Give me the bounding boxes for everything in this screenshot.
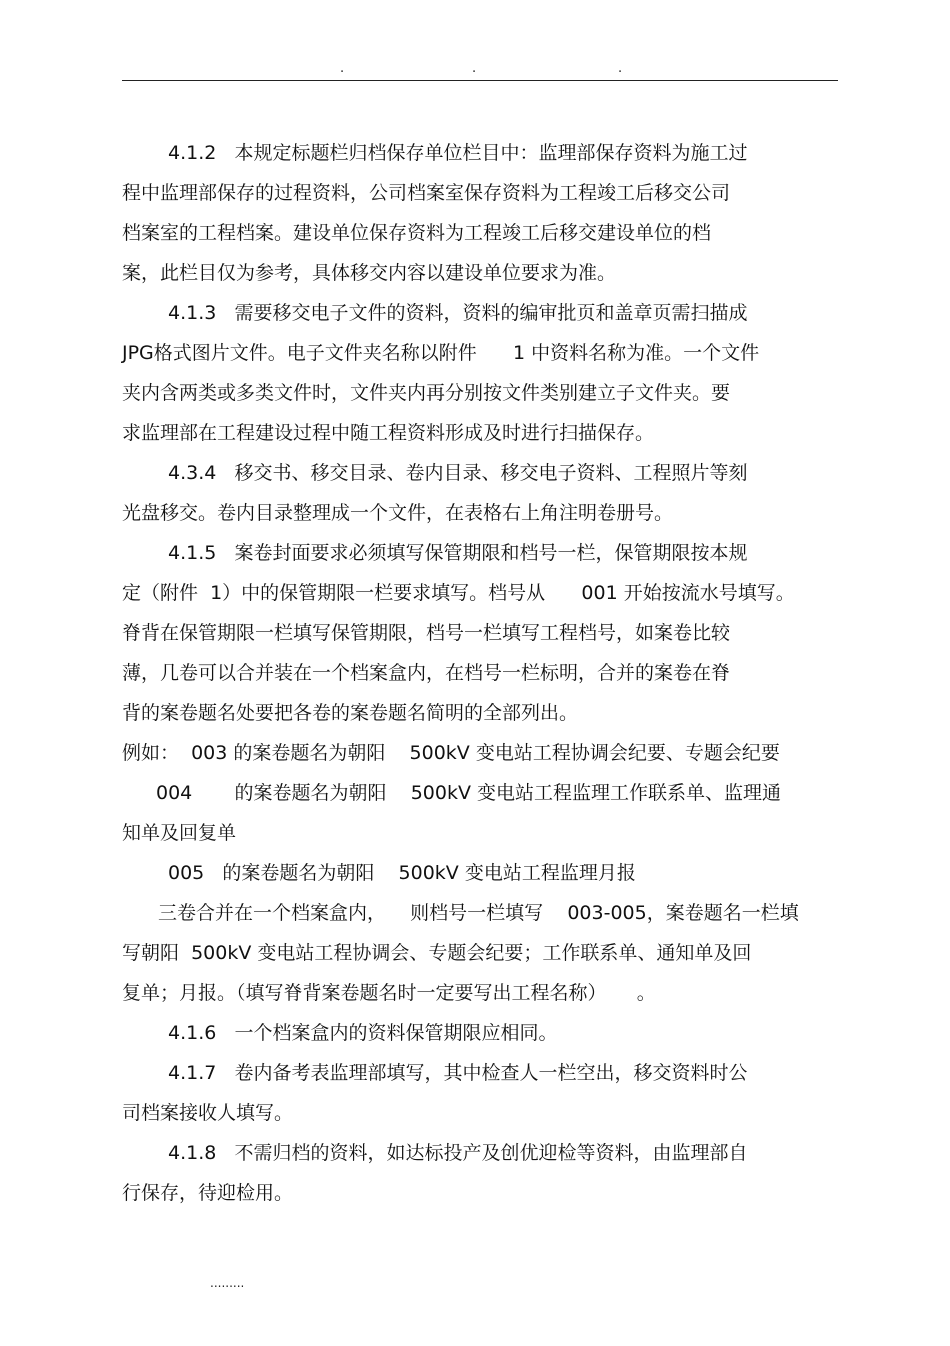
text-line: 背的案卷题名处要把各卷的案卷题名简明的全部列出。 [122,702,579,724]
text-line: 光盘移交。卷内目录整理成一个文件，在表格右上角注明卷册号。 [122,502,674,524]
text-line: 三卷合并在一个档案盒内， 则档号一栏填写 003-005，案卷题名一栏填 [158,902,799,924]
text-line: 写朝阳 500kV 变电站工程协调会、专题会纪要；工作联系单、通知单及回 [122,942,752,964]
text-line: 司档案接收人填写。 [122,1102,294,1124]
text-line: 4.1.2 本规定标题栏归档保存单位栏目中：监理部保存资料为施工过 [168,142,748,164]
header-dots [0,62,950,76]
text-line: 知单及回复单 [122,822,237,844]
text-line: 案，此栏目仅为参考，具体移交内容以建设单位要求为准。 [122,262,617,284]
text-line: 4.1.7 卷内备考表监理部填写，其中检查人一栏空出，移交资料时公 [168,1062,748,1084]
text-line: 夹内含两类或多类文件时，文件夹内再分别按文件类别建立子文件夹。要 [122,382,731,404]
text-line: 4.1.5 案卷封面要求必须填写保管期限和档号一栏，保管期限按本规 [168,542,748,564]
header-dot-2: . [472,61,477,76]
text-line: 4.1.8 不需归档的资料，如达标投产及创优迎检等资料，由监理部自 [168,1142,748,1164]
text-line: 005 的案卷题名为朝阳 500kV 变电站工程监理月报 [168,862,636,884]
header-dot-3: . [618,61,623,76]
text-line: 程中监理部保存的过程资料，公司档案室保存资料为工程竣工后移交公司 [122,182,731,204]
text-line: 例如： 003 的案卷题名为朝阳 500kV 变电站工程协调会纪要、专题会纪要 [122,742,780,764]
footer-dots: ......... [210,1276,245,1290]
text-line: 4.3.4 移交书、移交目录、卷内目录、移交电子资料、工程照片等刻 [168,462,748,484]
text-line: 4.1.3 需要移交电子文件的资料，资料的编审批页和盖章页需扫描成 [168,302,748,324]
text-line: 复单；月报。（填写脊背案卷题名时一定要写出工程名称） 。 [122,982,656,1004]
text-line: 求监理部在工程建设过程中随工程资料形成及时进行扫描保存。 [122,422,655,444]
text-line: 定（附件 1）中的保管期限一栏要求填写。档号从 001 开始按流水号填写。 [122,582,795,604]
text-line: 4.1.6 一个档案盒内的资料保管期限应相同。 [168,1022,558,1044]
header-rule [122,80,838,81]
text-line: 行保存，待迎检用。 [122,1182,294,1204]
text-line: JPG格式图片文件。电子文件夹名称以附件 1 中资料名称为准。一个文件 [122,342,760,364]
header-dot-1: . [340,61,345,76]
text-line: 脊背在保管期限一栏填写保管期限，档号一栏填写工程档号，如案卷比较 [122,622,731,644]
text-line: 004 的案卷题名为朝阳 500kV 变电站工程监理工作联系单、监理通 [156,782,782,804]
text-line: 薄，几卷可以合并装在一个档案盒内，在档号一栏标明，合并的案卷在脊 [122,662,731,684]
text-line: 档案室的工程档案。建设单位保存资料为工程竣工后移交建设单位的档 [122,222,712,244]
